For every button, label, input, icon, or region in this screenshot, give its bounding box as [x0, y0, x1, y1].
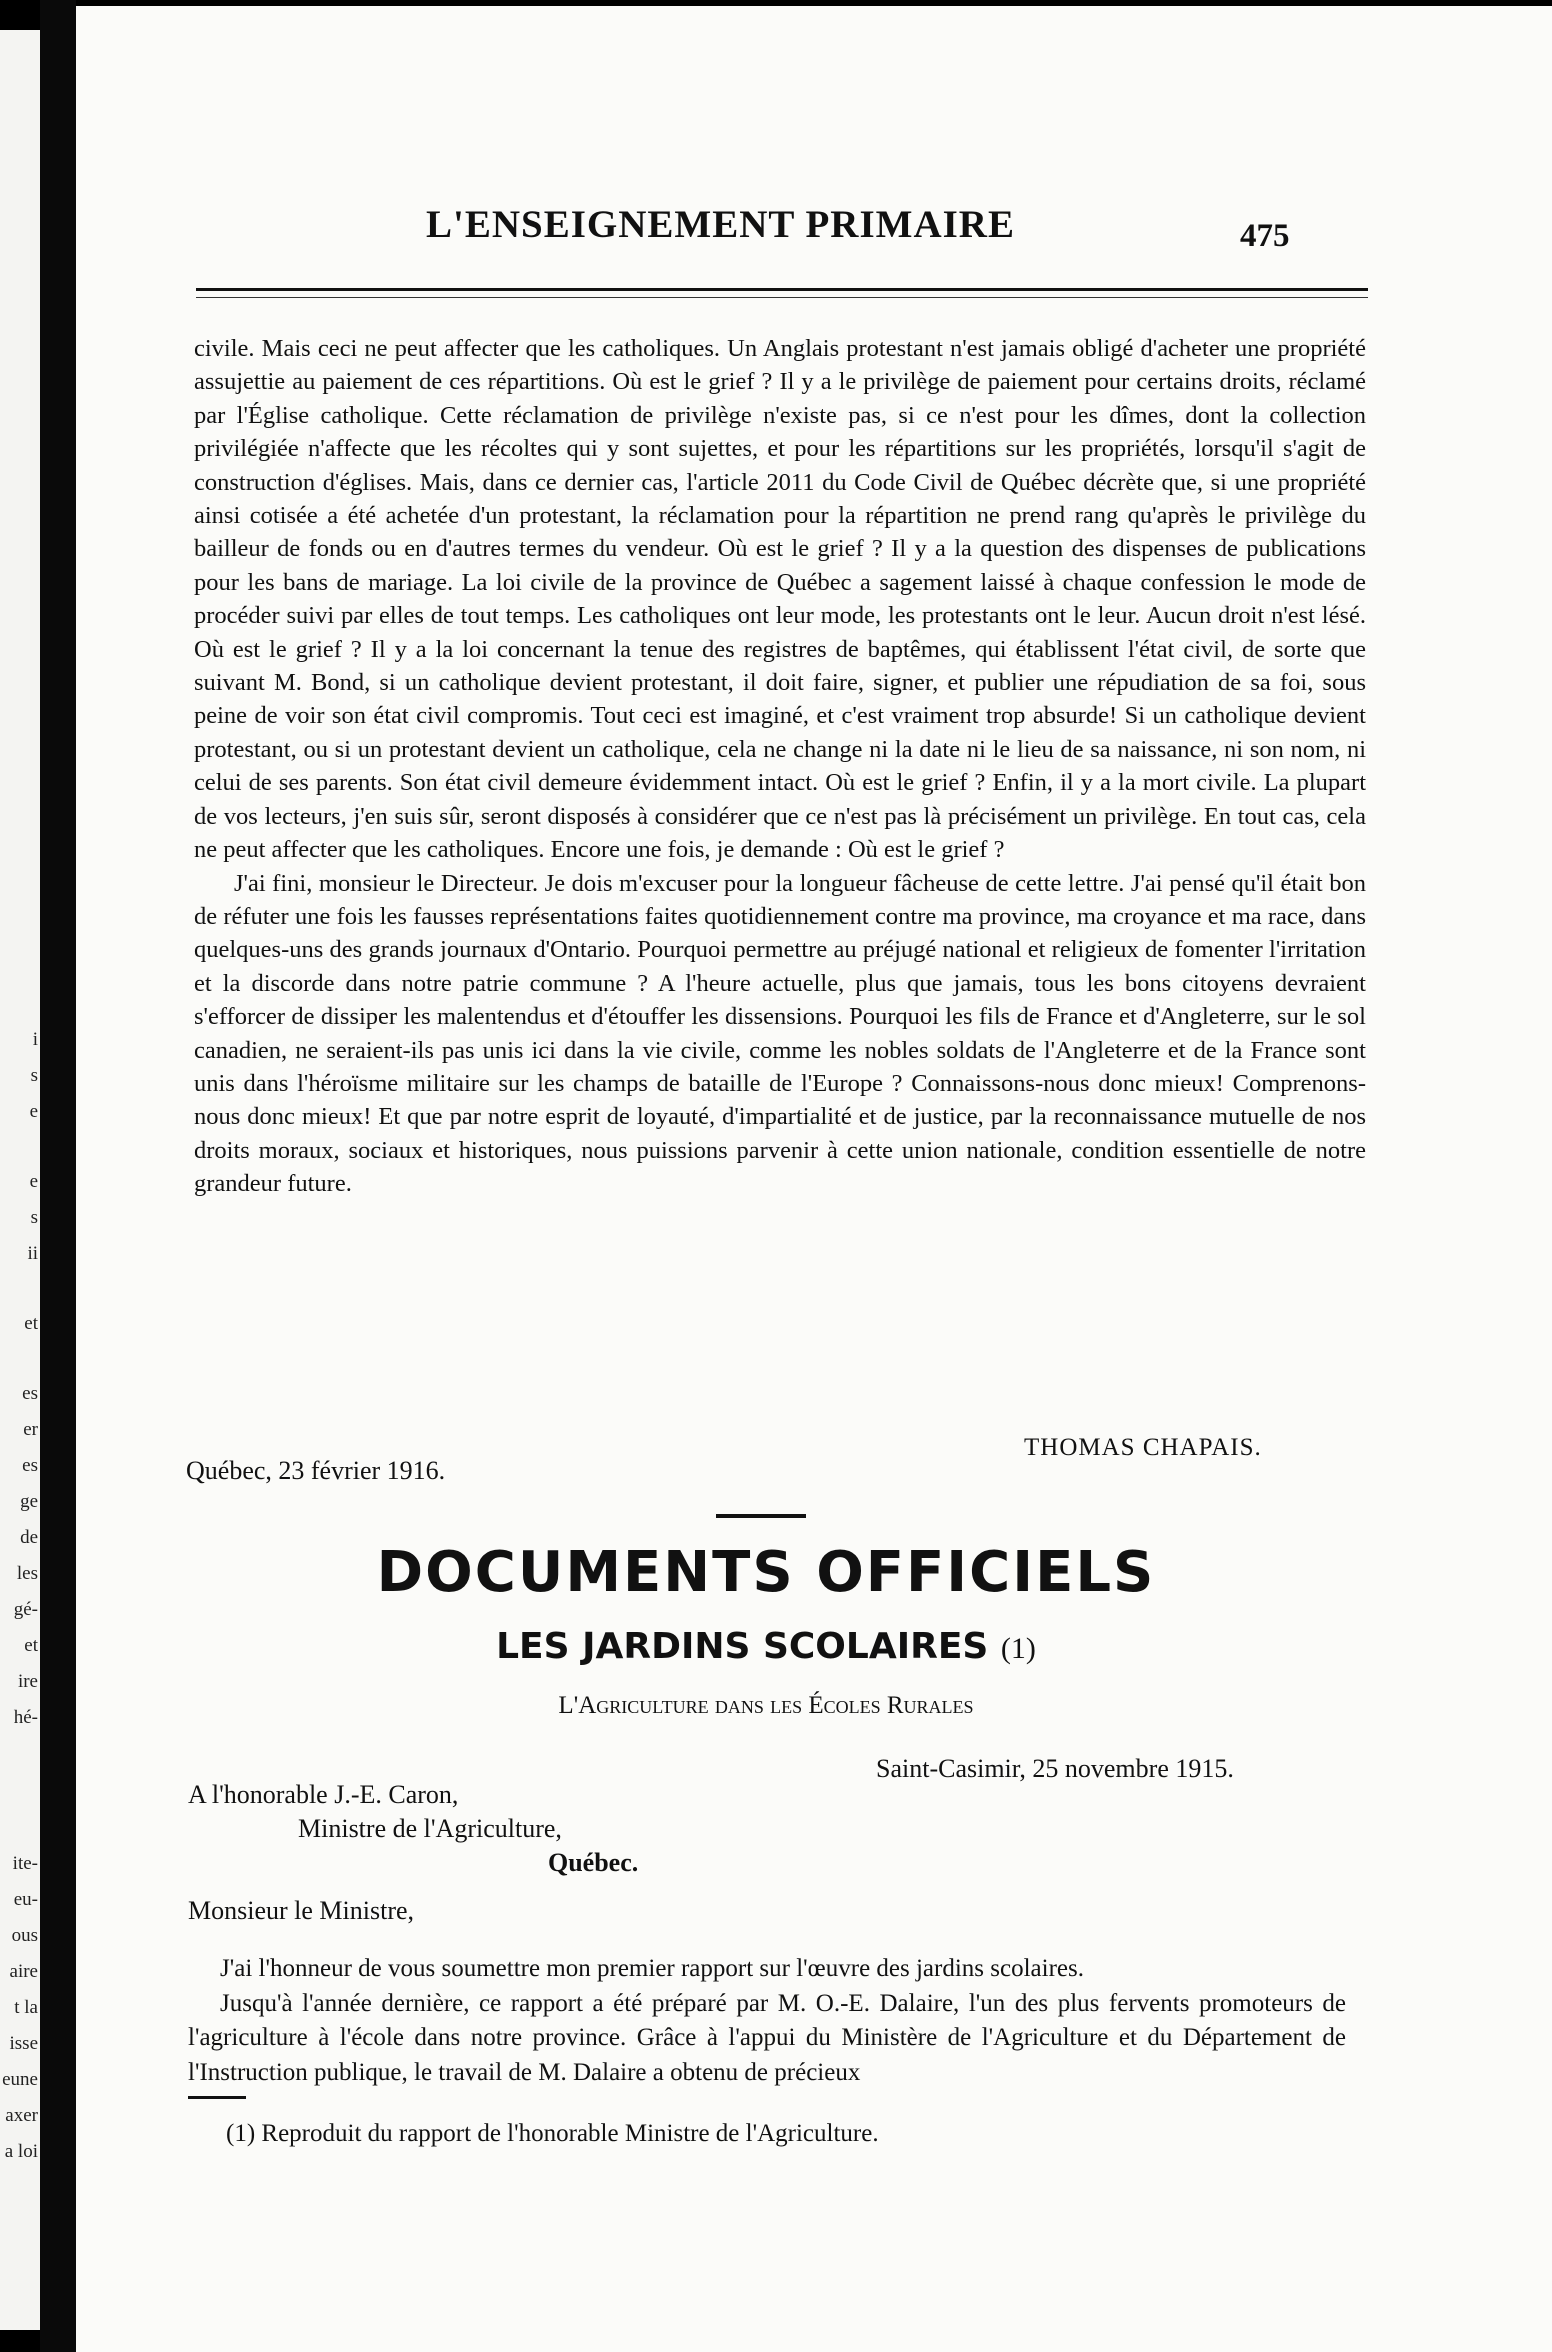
header-rule-thin — [196, 297, 1368, 298]
section-divider — [716, 1514, 806, 1518]
facing-page-fragment: de — [20, 1527, 38, 1548]
subtitle-text: LES JARDINS SCOLAIRES — [496, 1626, 989, 1667]
facing-page-fragment: a loi — [4, 2141, 38, 2162]
letter-salutation: Monsieur le Ministre, — [188, 1896, 415, 1925]
facing-page-fragment: er — [23, 1419, 38, 1440]
letter-paragraph: Jusqu'à l'année dernière, ce rapport a été préparé par M. O.-E. Dalaire, l'un des plus fervents promoteurs de l'agriculture à l'école dans notre province. Grâce à l'appui du Ministère de l'Agriculture et du Département de l'Instruction publique, le travail de M. Dalaire a obtenu de précieux — [188, 1989, 1346, 2086]
section-title: DOCUMENTS OFFICIELS — [376, 1540, 1156, 1605]
author-signature: THOMAS CHAPAIS. — [1024, 1434, 1262, 1461]
facing-page-fragment: ite- — [12, 1853, 38, 1874]
letter-address-line: A l'honorable J.-E. Caron, — [188, 1780, 459, 1809]
article-body — [194, 332, 1366, 1201]
facing-page-fragment: ii — [27, 1243, 38, 1264]
section-sub-subtitle: L'Agriculture dans les Écoles Rurales — [558, 1692, 974, 1719]
facing-page-fragment: e — [29, 1101, 38, 1122]
facing-page-fragment: es — [22, 1455, 38, 1476]
facing-page-edge — [0, 30, 40, 2330]
facing-page-fragment: aire — [9, 1961, 38, 1982]
letter-address-line: Ministre de l'Agriculture, — [298, 1814, 562, 1843]
letter-paragraph: J'ai l'honneur de vous soumettre mon premier rapport sur l'œuvre des jardins scolaires. — [220, 1955, 1084, 1982]
section-subtitle — [316, 1626, 1216, 1667]
footnote-reference: (1) — [1000, 1632, 1036, 1665]
facing-page-fragment: gé- — [13, 1599, 38, 1620]
facing-page-fragment: ous — [11, 1925, 38, 1946]
facing-page-fragment: ire — [17, 1671, 38, 1692]
footnote-rule — [188, 2096, 246, 2099]
article-paragraph: civile. Mais ceci ne peut affecter que les catholiques. Un Anglais protestant n'est jamais obligé d'acheter une propriété assujettie au paiement de ces répartitions. Où est le grief ? Il y a le privilège de paiement pour certains droits, réclamé par l'Église catholique. Cette réclamation de privilège n'existe pas, si ce n'est pour les dîmes, dont la collection privilégiée n'affecte que les récoltes qui y sont sujettes, et pour les répartitions sur les propriétés, lorsqu'il s'agit de construction d'églises. Mais, dans ce dernier cas, l'article 2011 du Code Civil de Québec décrète que, si une propriété ainsi cotisée a été achetée d'un protestant, la réclamation pour la répartition ne prend rang qu'après le privilège du bailleur de fonds ou en d'autres termes du vendeur. Où est le grief ? Il y a la question des dispenses de publications pour les bans de mariage. La loi civile de la province de Québec a sagement laissé à chaque confession le mode de procéder suivi par elles de tout temps. Les catholiques ont leur mode, les protestants ont le leur. Aucun droit n'est lésé. Où est le grief ? Il y a la loi concernant la tenue des registres de baptêmes, qui établissent l'état civil, de sorte que suivant M. Bond, si un catholique devient protestant, il doit faire, signer, et publier une répudiation de sa foi, sous peine de voir son état civil compromis. Tout ceci est imaginé, et c'est vraiment trop absurde! Si un catholique devient protestant, ou si un protestant devient un catholique, cela ne change ni la date ni le lieu de sa naissance, ni son nom, ni celui de ses parents. Son état civil demeure évidemment intact. Où est le grief ? Enfin, il y a la mort civile. La plupart de vos lecteurs, j'en suis sûr, seront disposés à considérer que ce n'est pas là précisément un privilège. En tout cas, cela ne peut affecter que les catholiques. Encore une fois, je demande : Où est le grief ? — [194, 335, 1366, 864]
letter-date: Saint-Casimir, 25 novembre 1915. — [876, 1754, 1234, 1783]
facing-page-fragment: s — [30, 1065, 38, 1086]
article-paragraph: J'ai fini, monsieur le Directeur. Je dois m'excuser pour la longueur fâcheuse de cette lettre. J'ai pensé qu'il était bon de réfuter une fois les fausses représentations faites quotidiennement contre ma province, ma croyance et ma race, dans quelques-uns des grands journaux d'Ontario. Pourquoi permettre au préjugé national et religieux de fomenter l'irritation et la discorde dans notre patrie commune ? A l'heure actuelle, plus que jamais, tous les bons citoyens devraient s'efforcer de dissiper les malentendus et d'étouffer les dissensions. Pourquoi les fils de France et d'Angleterre, sur le sol canadien, ne seraient-ils pas unis ici dans la vie civile, comme les nobles soldats de l'Angleterre et de la France sont unis dans l'héroïsme militaire sur les champs de bataille de l'Europe ? Connaissons-nous donc mieux! Comprenons-nous donc mieux! Et que par notre esprit de loyauté, d'impartialité et de justice, par la reconnaissance mutuelle de nos droits moraux, sociaux et historiques, nous puissions parvenir à cette union nationale, condition essentielle de notre grandeur future. — [194, 869, 1366, 1198]
facing-page-fragment: eune — [2, 2069, 38, 2090]
facing-page-fragment: eu- — [13, 1889, 38, 1910]
facing-page-fragment: es — [22, 1383, 38, 1404]
letter-body — [188, 1952, 1346, 2090]
book-page — [76, 6, 1552, 2352]
facing-page-fragment: i — [32, 1029, 38, 1050]
facing-page-fragment: axer — [5, 2105, 38, 2126]
facing-page-fragment: e — [29, 1171, 38, 1192]
running-head: L'ENSEIGNEMENT PRIMAIRE — [426, 203, 1015, 246]
facing-page-fragment: ge — [20, 1491, 38, 1512]
letter-address-line: Québec. — [548, 1848, 639, 1877]
footnote: (1) Reproduit du rapport de l'honorable Ministre de l'Agriculture. — [226, 2120, 879, 2147]
facing-page-fragment: les — [16, 1563, 38, 1584]
header-rule — [196, 288, 1368, 291]
book-gutter — [40, 0, 76, 2352]
facing-page-fragment: s — [30, 1207, 38, 1228]
facing-page-fragment: t la — [14, 1997, 38, 2018]
facing-page-fragment: et — [24, 1635, 38, 1656]
facing-page-fragment: et — [24, 1313, 38, 1334]
facing-page-fragment: isse — [9, 2033, 38, 2054]
page-number: 475 — [1240, 218, 1290, 254]
article-dateline: Québec, 23 février 1916. — [186, 1456, 446, 1485]
facing-page-fragment: hé- — [13, 1707, 38, 1728]
